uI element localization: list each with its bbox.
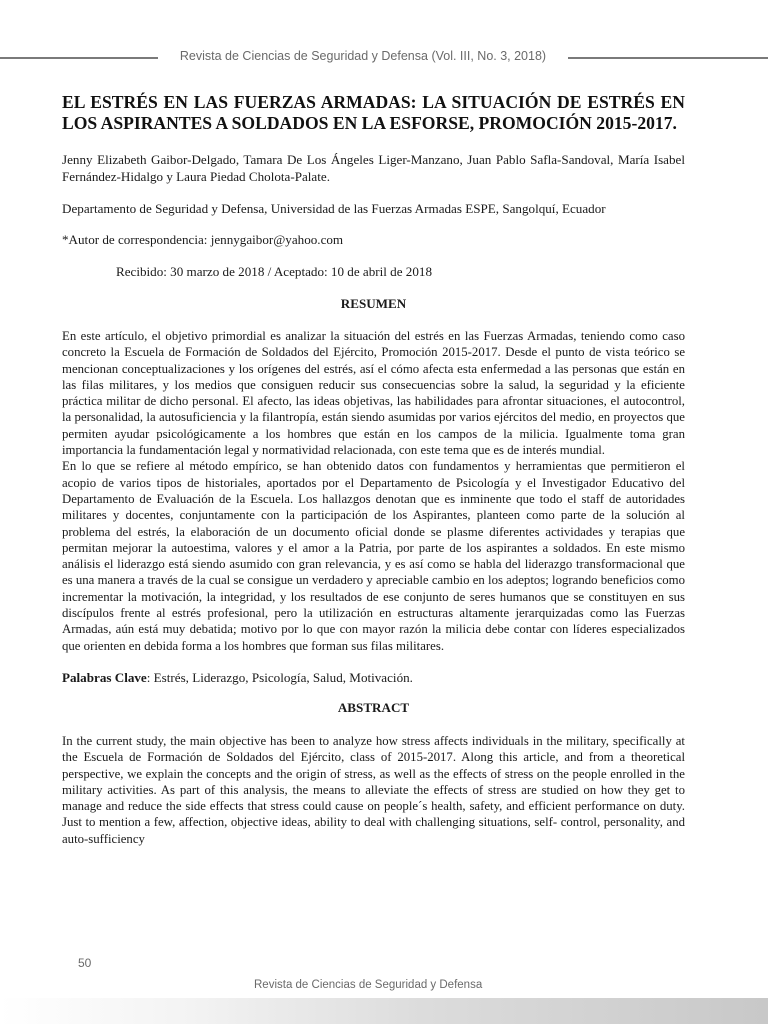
header-rule-right <box>568 57 768 59</box>
article-body <box>62 92 685 847</box>
resumen-heading: RESUMEN <box>340 296 407 311</box>
header-rule-left <box>0 57 158 59</box>
journal-header: Revista de Ciencias de Seguridad y Defensa (Vol. III, No. 3, 2018) <box>179 49 547 63</box>
author-list: Jenny Elizabeth Gaibor-Delgado, Tamara De Los Ángeles Liger-Manzano, Juan Pablo Safla-Sandoval, María Isabel Fernández-Hidalgo y Laura Piedad Cholota-Palate. <box>62 152 685 184</box>
abstract-paragraph: In the current study, the main objective has been to analyze how stress affects individuals in the military, specifically at the Escuela de Formación de Soldados del Ejército, class of 2015-2017. Along this article, and from a theoretical perspective, we explain the concepts and the origin of stress, as well as the effects of stress on the people enrolled in the military activities. As part of this analysis, the means to alleviate the effects of stress are studied on how they get to manage and reduce the side effects that stress could cause on people´s health, safety, and efficient performance on duty. Just to mention a few, affection, objective ideas, ability to deal with challenging situations, self- control, personality, and auto-sufficiency <box>62 733 685 846</box>
keywords-line <box>62 669 685 686</box>
resumen-paragraph-2: En lo que se refiere al método empírico, se han obtenido datos con fundamentos y herramientas que permitieron el acopio de varios tipos de historiales, aportados por el Departamento de Psicología y el Investigador Educativo del Departamento de Evaluación de la Escuela. Los hallazgos denotan que es inminente que todo el staff de autoridades militares y docentes, conjuntamente con la participación de los Aspirantes, planteen como parte de la solución al problema del estrés, la elaboración de un documento oficial donde se plasme diferentes actividades y terapias que permitan mejorar la autoestima, valores y el amor a la Patria, por parte de los aspirantes a soldados. En este mismo análisis el liderazgo está siendo asumido con gran relevancia, y es así como se habla del liderazgo transformacional que es una manera a través de la cual se consigue un verdadero y apreciable cambio en los adeptos; logrando beneficios como incrementar la motivación, la integridad, y los resultados de ese conjunto de seres humanos que se constituyen en sus discípulos frente al estrés profesional, pero la utilización en estructuras altamente jerarquizadas como las Fuerzas Armadas, aún está muy debatida; motivo por lo que con mayor razón la milicia debe contar con líderes especializados que orienten en debida forma a los hombres que forman sus filas militares. <box>62 459 685 653</box>
footer-gradient-band <box>0 998 768 1024</box>
article-title: EL ESTRÉS EN LAS FUERZAS ARMADAS: LA SITUACIÓN DE ESTRÉS EN LOS ASPIRANTES A SOLDADOS EN LA ESFORSE, PROMOCIÓN 2015-2017. <box>62 92 685 133</box>
resumen-paragraph-1: En este artículo, el objetivo primordial es analizar la situación del estrés en las Fuerzas Armadas, teniendo como caso concreto la Escuela de Formación de Soldados del Ejército, Promoción 2015-2017. Desde el punto de vista teórico se mencionan conceptualizaciones y los orígenes del estrés, así el cómo afecta esta enfermedad a las personas que están en las filas militares, y los medios que consiguen reducir sus consecuencias sobre la salud, la seguridad y la eficiente práctica militar de dicho personal. El afecto, las ideas objetivas, las habilidades para afrontar situaciones, el autocontrol, la personalidad, la autosuficiencia y la filantropía, están siendo asumidas por varios ejércitos del medio, en proyectos que permiten ayudar psicológicamente a los hombres que están en los campos de la milicia. Igualmente toma gran importancia la fundamentación legal y normatividad relacionada, con este tema que es de interés mundial. <box>62 329 685 458</box>
received-accepted-dates: Recibido: 30 marzo de 2018 / Aceptado: 10 de abril de 2018 <box>116 264 432 279</box>
keywords-label: Palabras Clave <box>62 669 147 685</box>
abstract-heading: ABSTRACT <box>337 699 410 715</box>
affiliation: Departamento de Seguridad y Defensa, Universidad de las Fuerzas Armadas ESPE, Sangolquí, Ecuador <box>62 201 606 216</box>
correspondence: *Autor de correspondencia: jennygaibor@yahoo.com <box>62 232 344 247</box>
footer-journal-name: Revista de Ciencias de Seguridad y Defensa <box>254 979 483 991</box>
keywords-list: : Estrés, Liderazgo, Psicología, Salud, Motivación. <box>146 669 413 685</box>
page-number: 50 <box>78 956 92 970</box>
